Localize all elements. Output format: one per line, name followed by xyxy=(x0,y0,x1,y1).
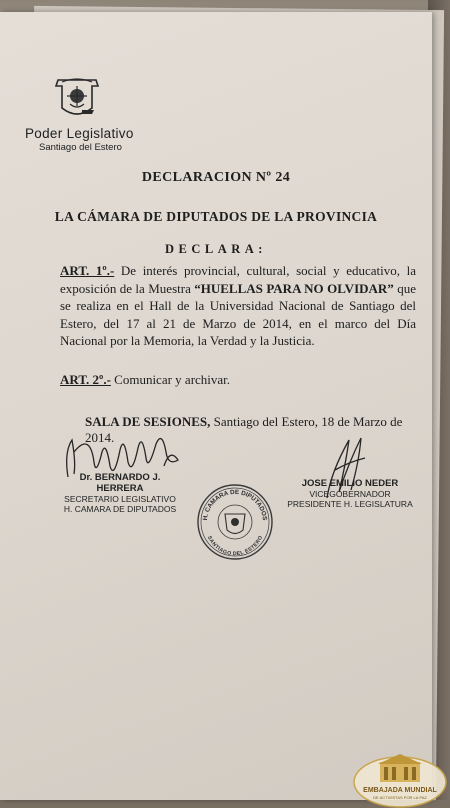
declaration-number: DECLARACION Nº 24 xyxy=(141,170,291,185)
right-signatory-role: VICEGOBERNADOR xyxy=(309,489,391,499)
right-signatory xyxy=(275,478,425,509)
article-1-label: ART. 1º.- xyxy=(60,263,115,278)
svg-text:SANTIAGO DEL ESTERO xyxy=(206,535,264,557)
right-signatory-body: PRESIDENTE H. LEGISLATURA xyxy=(287,499,413,509)
left-signatory xyxy=(55,472,185,514)
article-2-label: ART. 2º.- xyxy=(60,372,111,387)
org-block xyxy=(25,126,134,153)
exhibition-title: “HUELLAS PARA NO OLVIDAR” xyxy=(194,280,394,296)
right-signatory-name: JOSE EMILIO NEDER xyxy=(301,478,399,489)
org-location: Santiago del Estero xyxy=(39,142,122,153)
watermark-subtitle: DE ACTIVISTAS POR LA PAZ xyxy=(373,795,427,800)
session-label: SALA DE SESIONES, xyxy=(85,414,211,429)
watermark-title: EMBAJADA MUNDIAL xyxy=(363,787,437,794)
provincial-crest-icon xyxy=(52,74,102,122)
article-1 xyxy=(60,262,416,350)
article-2 xyxy=(60,372,416,388)
left-signatory-name: Dr. BERNARDO J. HERRERA xyxy=(79,472,161,494)
session-date: Santiago del Estero, 18 de Marzo de 2014. xyxy=(85,414,403,445)
declara-heading: DECLARA: xyxy=(165,242,267,256)
left-signatory-role: SECRETARIO LEGISLATIVO xyxy=(64,494,176,504)
seal-bottom-text: SANTIAGO DEL ESTERO xyxy=(205,535,265,558)
org-name: Poder Legislativo xyxy=(25,126,134,141)
chamber-heading: LA CÁMARA DE DIPUTADOS DE LA PROVINCIA xyxy=(54,209,378,224)
seal-top-text: H. CAMARA DE DIPUTADOS xyxy=(201,488,269,521)
official-seal-stamp xyxy=(195,482,275,562)
article-1-text-before: De interés provincial, cultural, social y educativo, la exposición de la Muestra xyxy=(60,263,416,296)
article-2-text: Comunicar y archivar. xyxy=(110,372,231,387)
article-1-text-after: que se realiza en el Hall de la Universidad Nacional de Santiago del Estero, del 17 al 21 de Marzo de 2014, en el marco del Día Nacional por la Memoria, la Verdad y la Justicia. xyxy=(60,280,416,348)
left-signatory-body: H. CAMARA DE DIPUTADOS xyxy=(63,504,177,514)
document-page xyxy=(0,12,437,800)
